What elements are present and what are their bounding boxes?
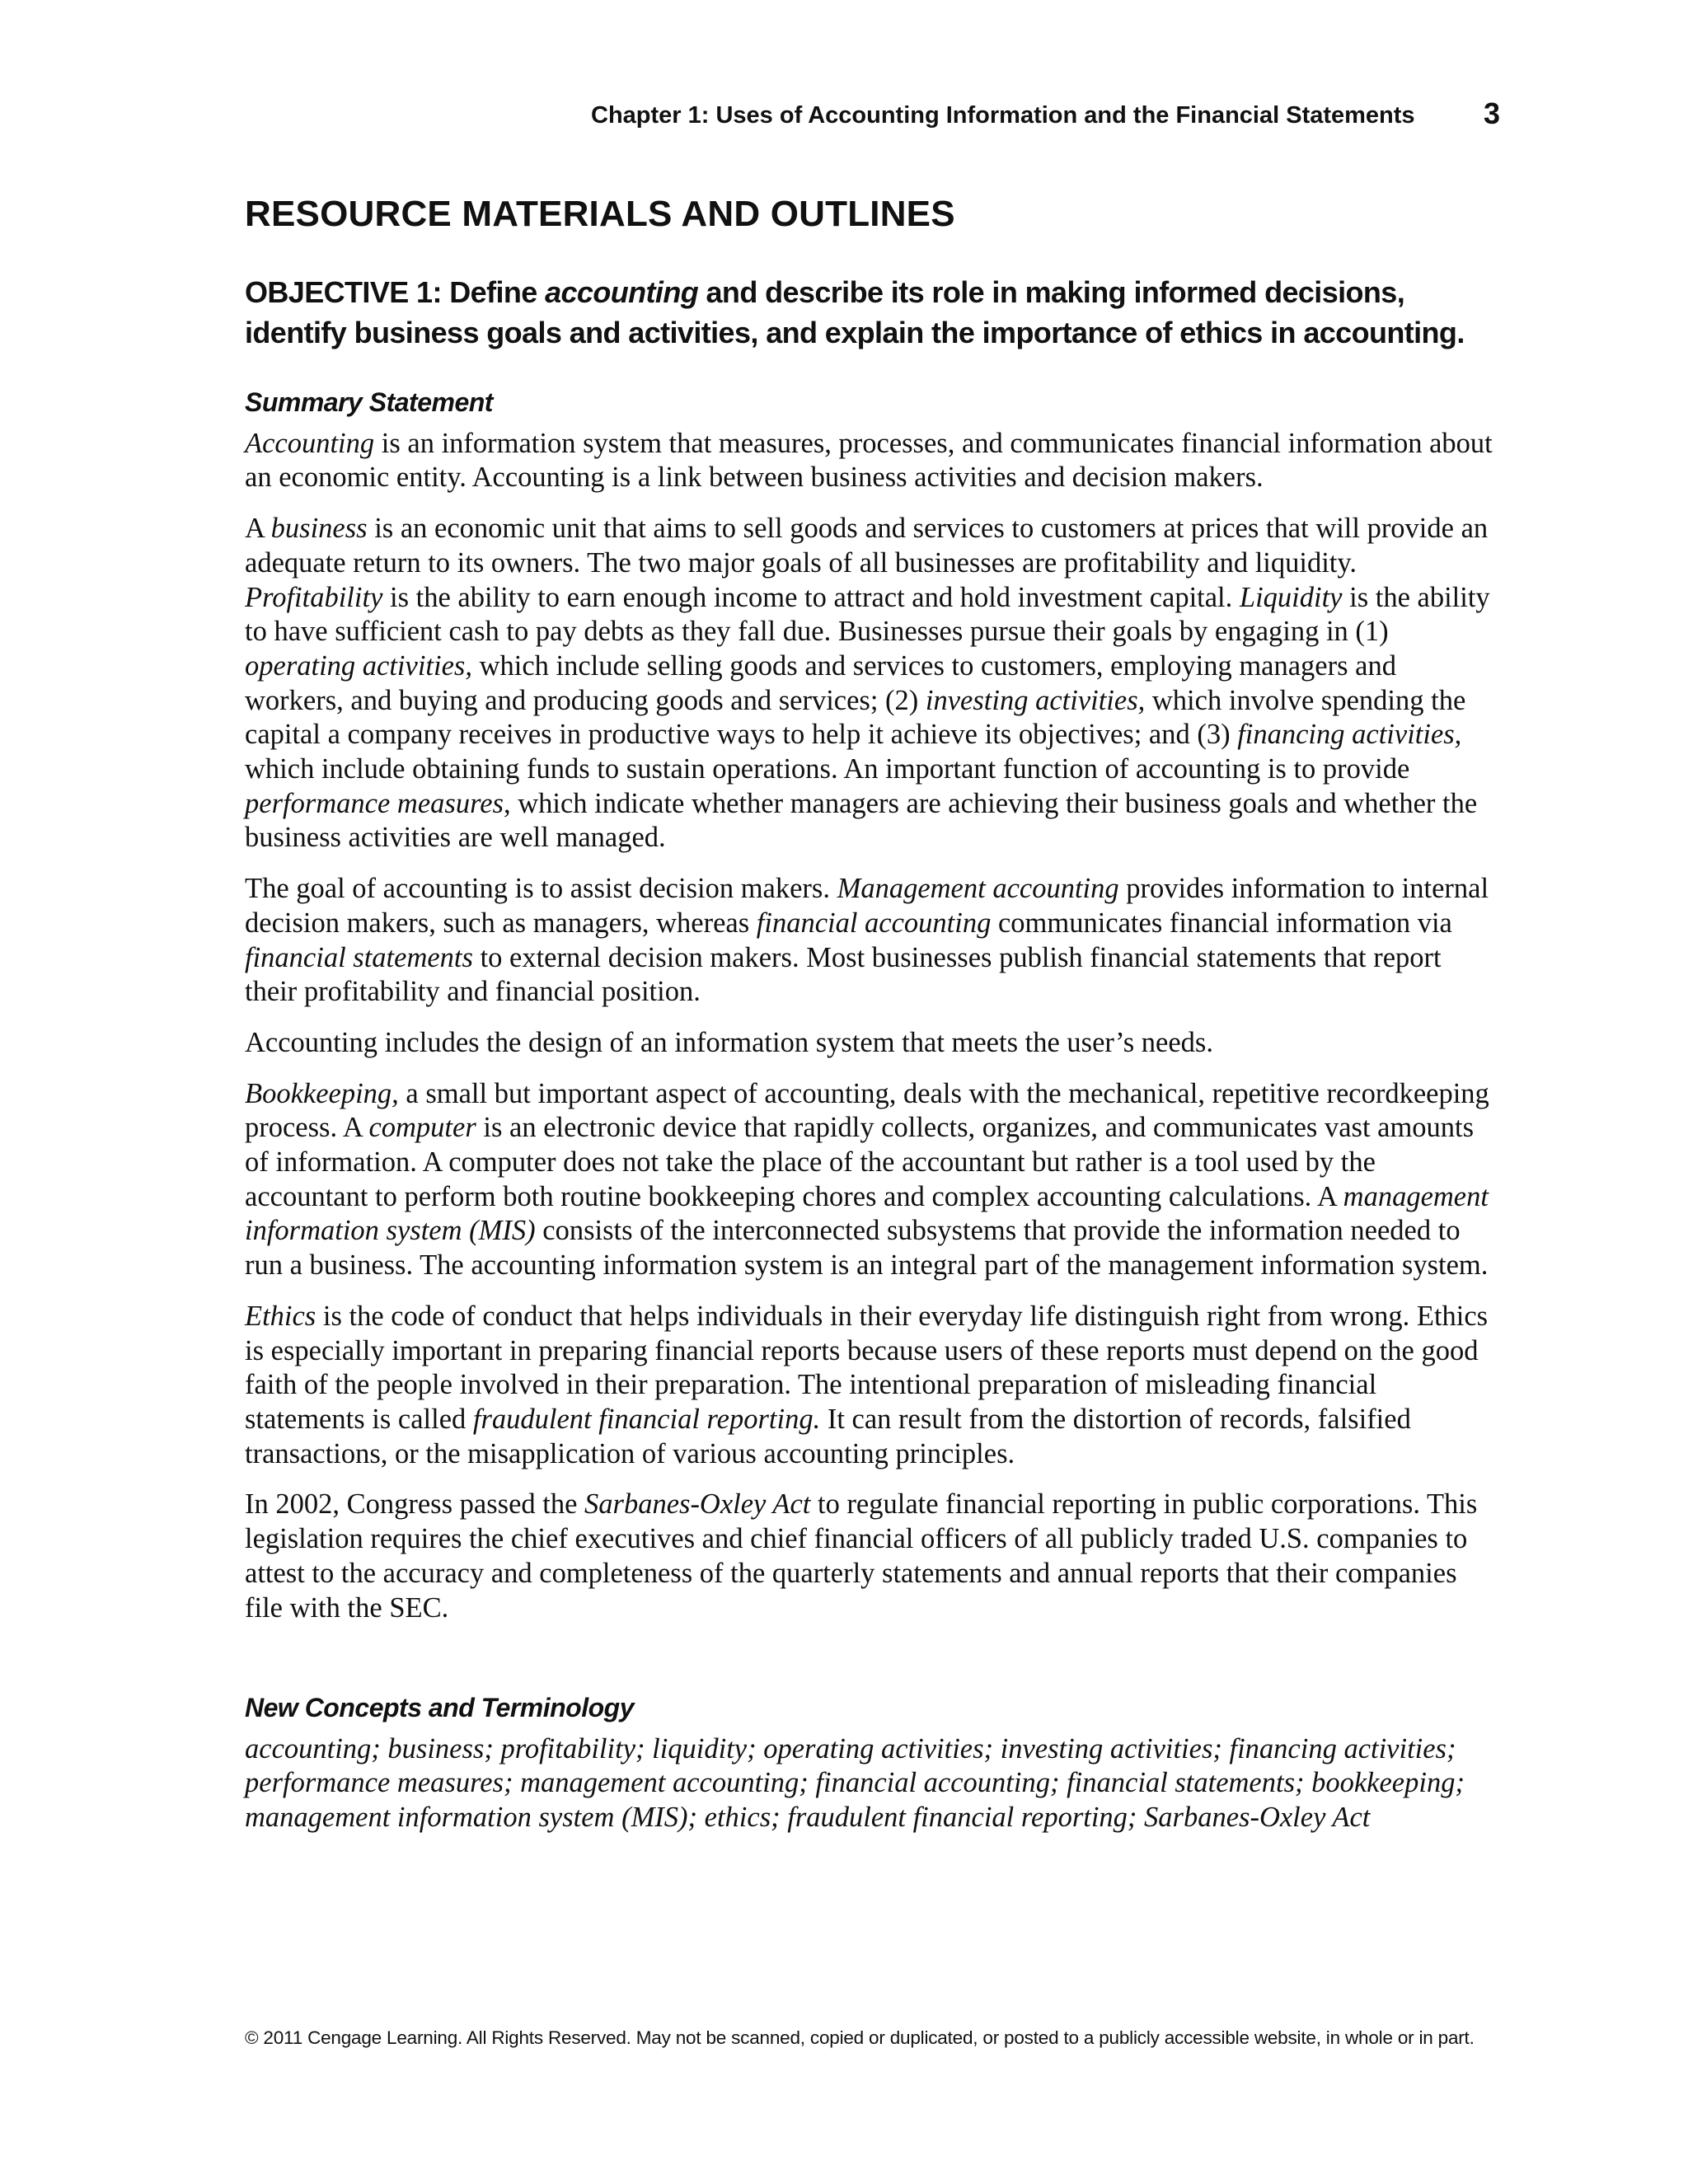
term: financing activities,: [1237, 719, 1462, 751]
objective-term: accounting: [545, 275, 699, 309]
paragraph-goal: [245, 872, 1498, 1010]
running-head: [591, 96, 1500, 130]
text: consists of the interconnected subsystems that provide the information needed to run a business. The accounting information system is an integral part of the management information system.: [245, 1215, 1489, 1282]
term: Bookkeeping,: [245, 1077, 399, 1109]
objective-suffix: and describe its role in making informed decisions, identify business goals and activities, and explain the importance of ethics in accounting.: [245, 275, 1465, 349]
term: Ethics: [245, 1300, 316, 1332]
term: performance measures: [245, 787, 504, 819]
term: Management accounting: [837, 873, 1119, 905]
text: is the ability to have sufficient cash to pay debts as they fall due. Businesses pursue their goals by engaging in (1): [245, 581, 1490, 648]
term: operating activities,: [245, 649, 472, 682]
text: is an information system that measures, processes, and communicates financial information about an economic entity. Accounting is a link between business activities and decision makers.: [245, 427, 1493, 494]
text: to external decision makers. Most businesses publish financial statements that report their profitability and financial position.: [245, 941, 1442, 1008]
text: In 2002, Congress passed the: [245, 1488, 585, 1521]
text: which include obtaining funds to sustain operations. An important function of accounting is to provide: [245, 753, 1410, 785]
text: is an economic unit that aims to sell goods and services to customers at prices that will provide an adequate return to its owners. The two major goals of all businesses are profitability and liquidity.: [245, 513, 1489, 579]
terminology-list: accounting; business; profitability; liquidity; operating activities; investing activities; financing activities; performance measures; management accounting; financial accounting; financial statements; bookkeeping; management information system (MIS); ethics; fraudulent financial reporting; Sarbanes-Oxley Act: [245, 1732, 1465, 1834]
text: communicates financial information via: [991, 907, 1452, 939]
paragraph-business: [245, 512, 1498, 855]
main-heading: RESOURCE MATERIALS AND OUTLINES: [245, 194, 955, 234]
terminology-section: [245, 1691, 1498, 1852]
objective-heading: [245, 272, 1506, 353]
paragraph-sarbanes-oxley: [245, 1488, 1498, 1625]
text: a small but important aspect of accounting, deals with the mechanical, repetitive recordkeeping process. A: [245, 1077, 1489, 1144]
text: which involve spending the capital a company receives in productive ways to help it achieve its objectives; and (3): [245, 684, 1466, 751]
page-number: 3: [1483, 96, 1500, 130]
paragraph-bookkeeping: [245, 1077, 1498, 1283]
terminology-heading: New Concepts and Terminology: [245, 1693, 634, 1722]
text: provides information to internal decision makers, such as managers, whereas: [245, 873, 1489, 939]
text: is the ability to earn enough income to attract and hold investment capital.: [382, 581, 1240, 613]
term: investing activities,: [925, 684, 1146, 716]
term: business: [270, 513, 368, 545]
text: to regulate financial reporting in public corporations. This legislation requires the chief executives and chief financial officers of all publicly traded U.S. companies to attest to the accuracy and completeness of the quarterly statements and annual reports that their companies file with the SEC.: [245, 1488, 1478, 1624]
text: A: [245, 513, 271, 545]
text: , which indicate whether managers are achieving their business goals and whether the business activities are well managed.: [245, 787, 1478, 854]
term: financial statements: [245, 941, 473, 973]
paragraph-design: Accounting includes the design of an information system that meets the user’s needs.: [245, 1026, 1213, 1058]
copyright-footer: © 2011 Cengage Learning. All Rights Reserved. May not be scanned, copied or duplicated, or posted to a publicly accessible website, in whole or in part.: [245, 2027, 1475, 2048]
text: which include selling goods and services to customers, employing managers and workers, and buying and producing goods and services; (2): [245, 649, 1396, 716]
term: Liquidity: [1239, 581, 1343, 613]
term: fraudulent financial reporting.: [472, 1403, 821, 1435]
summary-heading: Summary Statement: [245, 387, 493, 417]
objective-prefix: OBJECTIVE 1: Define: [245, 275, 546, 309]
paragraph-accounting: [245, 427, 1498, 495]
term: financial accounting: [756, 907, 992, 939]
term: Accounting: [245, 427, 375, 459]
text: It can result from the distortion of records, falsified transactions, or the misapplication of various accounting principles.: [245, 1403, 1411, 1469]
term: management information system (MIS): [245, 1180, 1489, 1247]
term: Sarbanes-Oxley Act: [584, 1488, 811, 1521]
text: is an electronic device that rapidly collects, organizes, and communicates vast amounts of information. A computer does not take the place of the accountant but rather is a tool used by the accountant to perform both routine bookkeeping chores and complex accounting calculations. A: [245, 1112, 1475, 1212]
summary-section: [245, 386, 1498, 1642]
text: The goal of accounting is to assist decision makers.: [245, 873, 837, 905]
paragraph-ethics: [245, 1300, 1498, 1472]
term: Profitability: [245, 581, 383, 613]
term: computer: [368, 1112, 476, 1144]
running-head-title: Chapter 1: Uses of Accounting Information and the Financial Statements: [591, 102, 1415, 129]
text: is the code of conduct that helps individuals in their everyday life distinguish right from wrong. Ethics is especially important in preparing financial reports because users of these reports must depend on the good faith of the people involved in their preparation. The intentional preparation of misleading financial statements is called: [245, 1300, 1489, 1435]
